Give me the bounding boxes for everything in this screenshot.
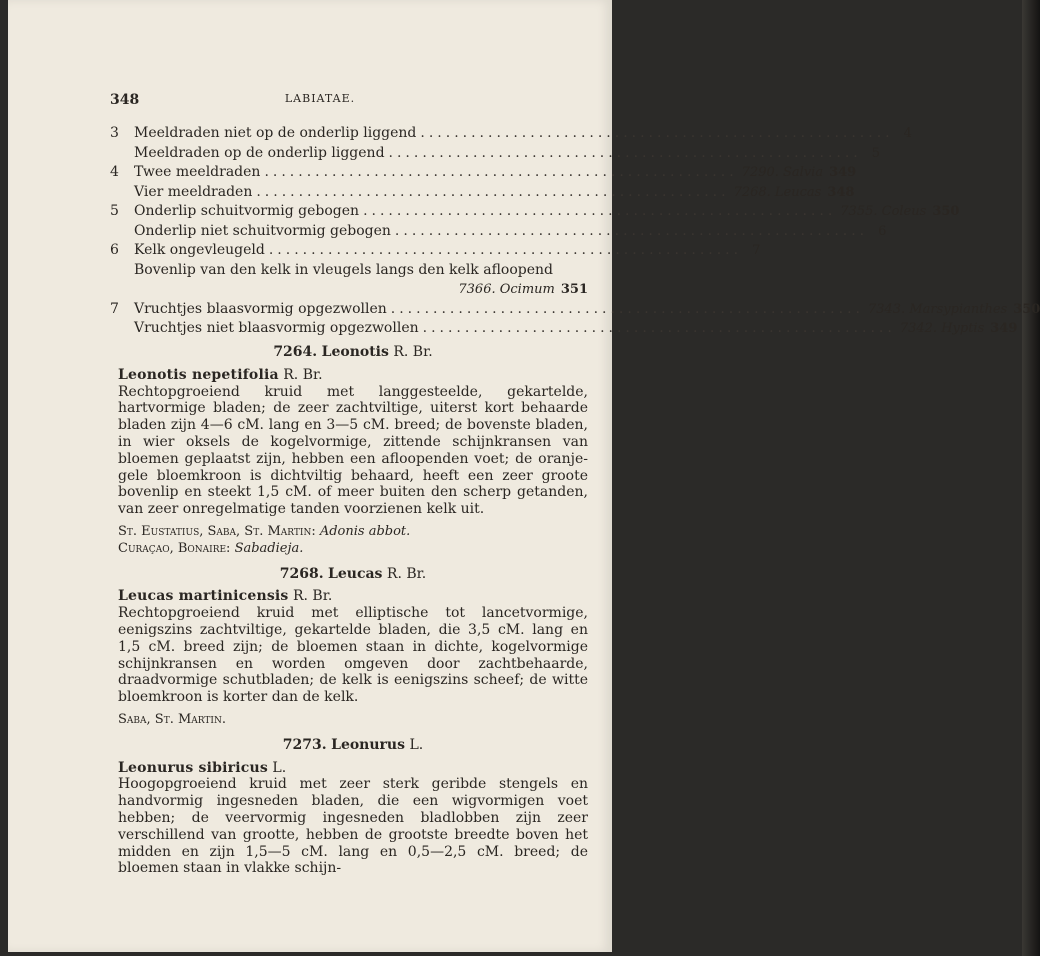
species-description: Rechtopgroeiend kruid met elliptische tot lancetvormige, eenigszins zachtviltige, gekartelde bladen, die 3,5 cM. lang en 1,5 cM. breed zijn; de bloemen staan in dichte, kogelvormige schijnkransen en worden omgeven door zachtbehaarde, draadvormige schutbladen; de kelk is eenigszins scheef; de witte bloemkroon is korter dan de kelk. — [118, 605, 588, 706]
page-number: 348 — [110, 92, 140, 108]
key-line: 4 Twee meeldraden ........................................................ 7290. Salvia 349 — [110, 164, 857, 180]
running-title: LABIATAE. — [284, 92, 356, 105]
key-line: Vruchtjes niet blaasvormig opgezwollen ........................................................ 7342. Hyptis 349 — [134, 320, 1018, 336]
species-heading: Leonotis nepetifolia R. Br. — [118, 366, 323, 383]
key-line: 6 Kelk ongevleugeld ........................................................ 7 — [110, 242, 761, 258]
species-heading: Leucas martinicensis R. Br. — [118, 588, 333, 605]
key-line: 3 Meeldraden niet op de onderlip liggend ........................................................ 4 — [110, 125, 912, 141]
species-locality: St. Eustatius, Saba, St. Martin: Adonis abbot. Curaçao, Bonaire: Sabadieja. — [118, 523, 411, 556]
key-line: 7 Vruchtjes blaasvormig opgezwollen ........................................................ 7343. Marsypianthes 350 — [110, 300, 1040, 317]
species-description: Hoogopgroeiend kruid met zeer sterk geribde stengels en handvormig ingesneden bladen, die een wigvormigen voet hebben; de veervormig ingesneden bladlobben zijn zeer verschillend van grootte, hebben de grootste breedte boven het midden en zijn 1,5—5 cM. lang en 0,5—2,5 cM. breed; de bloemen staan in vlakke schijn- — [118, 776, 588, 877]
page-header — [110, 92, 530, 112]
key-line: Vier meeldraden ........................................................ 7268. Leucas 348 — [134, 183, 855, 200]
key-line: 7366. Ocimum 351 — [458, 282, 588, 297]
genus-heading: 7268. Leucas R. Br. — [279, 565, 427, 582]
identification-key — [110, 124, 1040, 339]
key-line: Bovenlip van den kelk in vleugels langs den kelk afloopend — [134, 261, 554, 278]
species-description: Rechtopgroeiend kruid met langgesteelde, gekartelde, hartvormige bladen; de zeer zachtviltige, uiterst kort behaarde bladen zijn 4—6 cM. lang en 3—5 cM. breed; de bovenste bladen, in wier oksels de kogelvormige, zittende schijnkransen van bloemen geplaatst zijn, hebben een afloopenden voet; de oranje-gele bloemkroon is dichtviltig behaard, heeft een zeer groote bovenlip en steekt 1,5 cM. of meer buiten den scherp getanden, van zeer onregelmatige tanden voorzienen kelk uit. — [118, 383, 588, 518]
genus-heading: 7273. Leonurus L. — [282, 736, 424, 753]
genus-heading: 7264. Leonotis R. Br. — [273, 344, 433, 360]
page-body — [118, 340, 588, 877]
key-line: 5 Onderlip schuitvormig gebogen ........................................................ 7355. Coleus 350 — [110, 203, 960, 219]
key-line: Onderlip niet schuitvormig gebogen ........................................................ 6 — [134, 222, 887, 239]
species-locality: Saba, St. Martin. — [118, 711, 226, 727]
book-spine — [1022, 0, 1040, 956]
key-line: Meeldraden op de onderlip liggend ........................................................ 5 — [134, 144, 881, 161]
species-heading: Leonurus sibiricus L. — [118, 759, 287, 776]
